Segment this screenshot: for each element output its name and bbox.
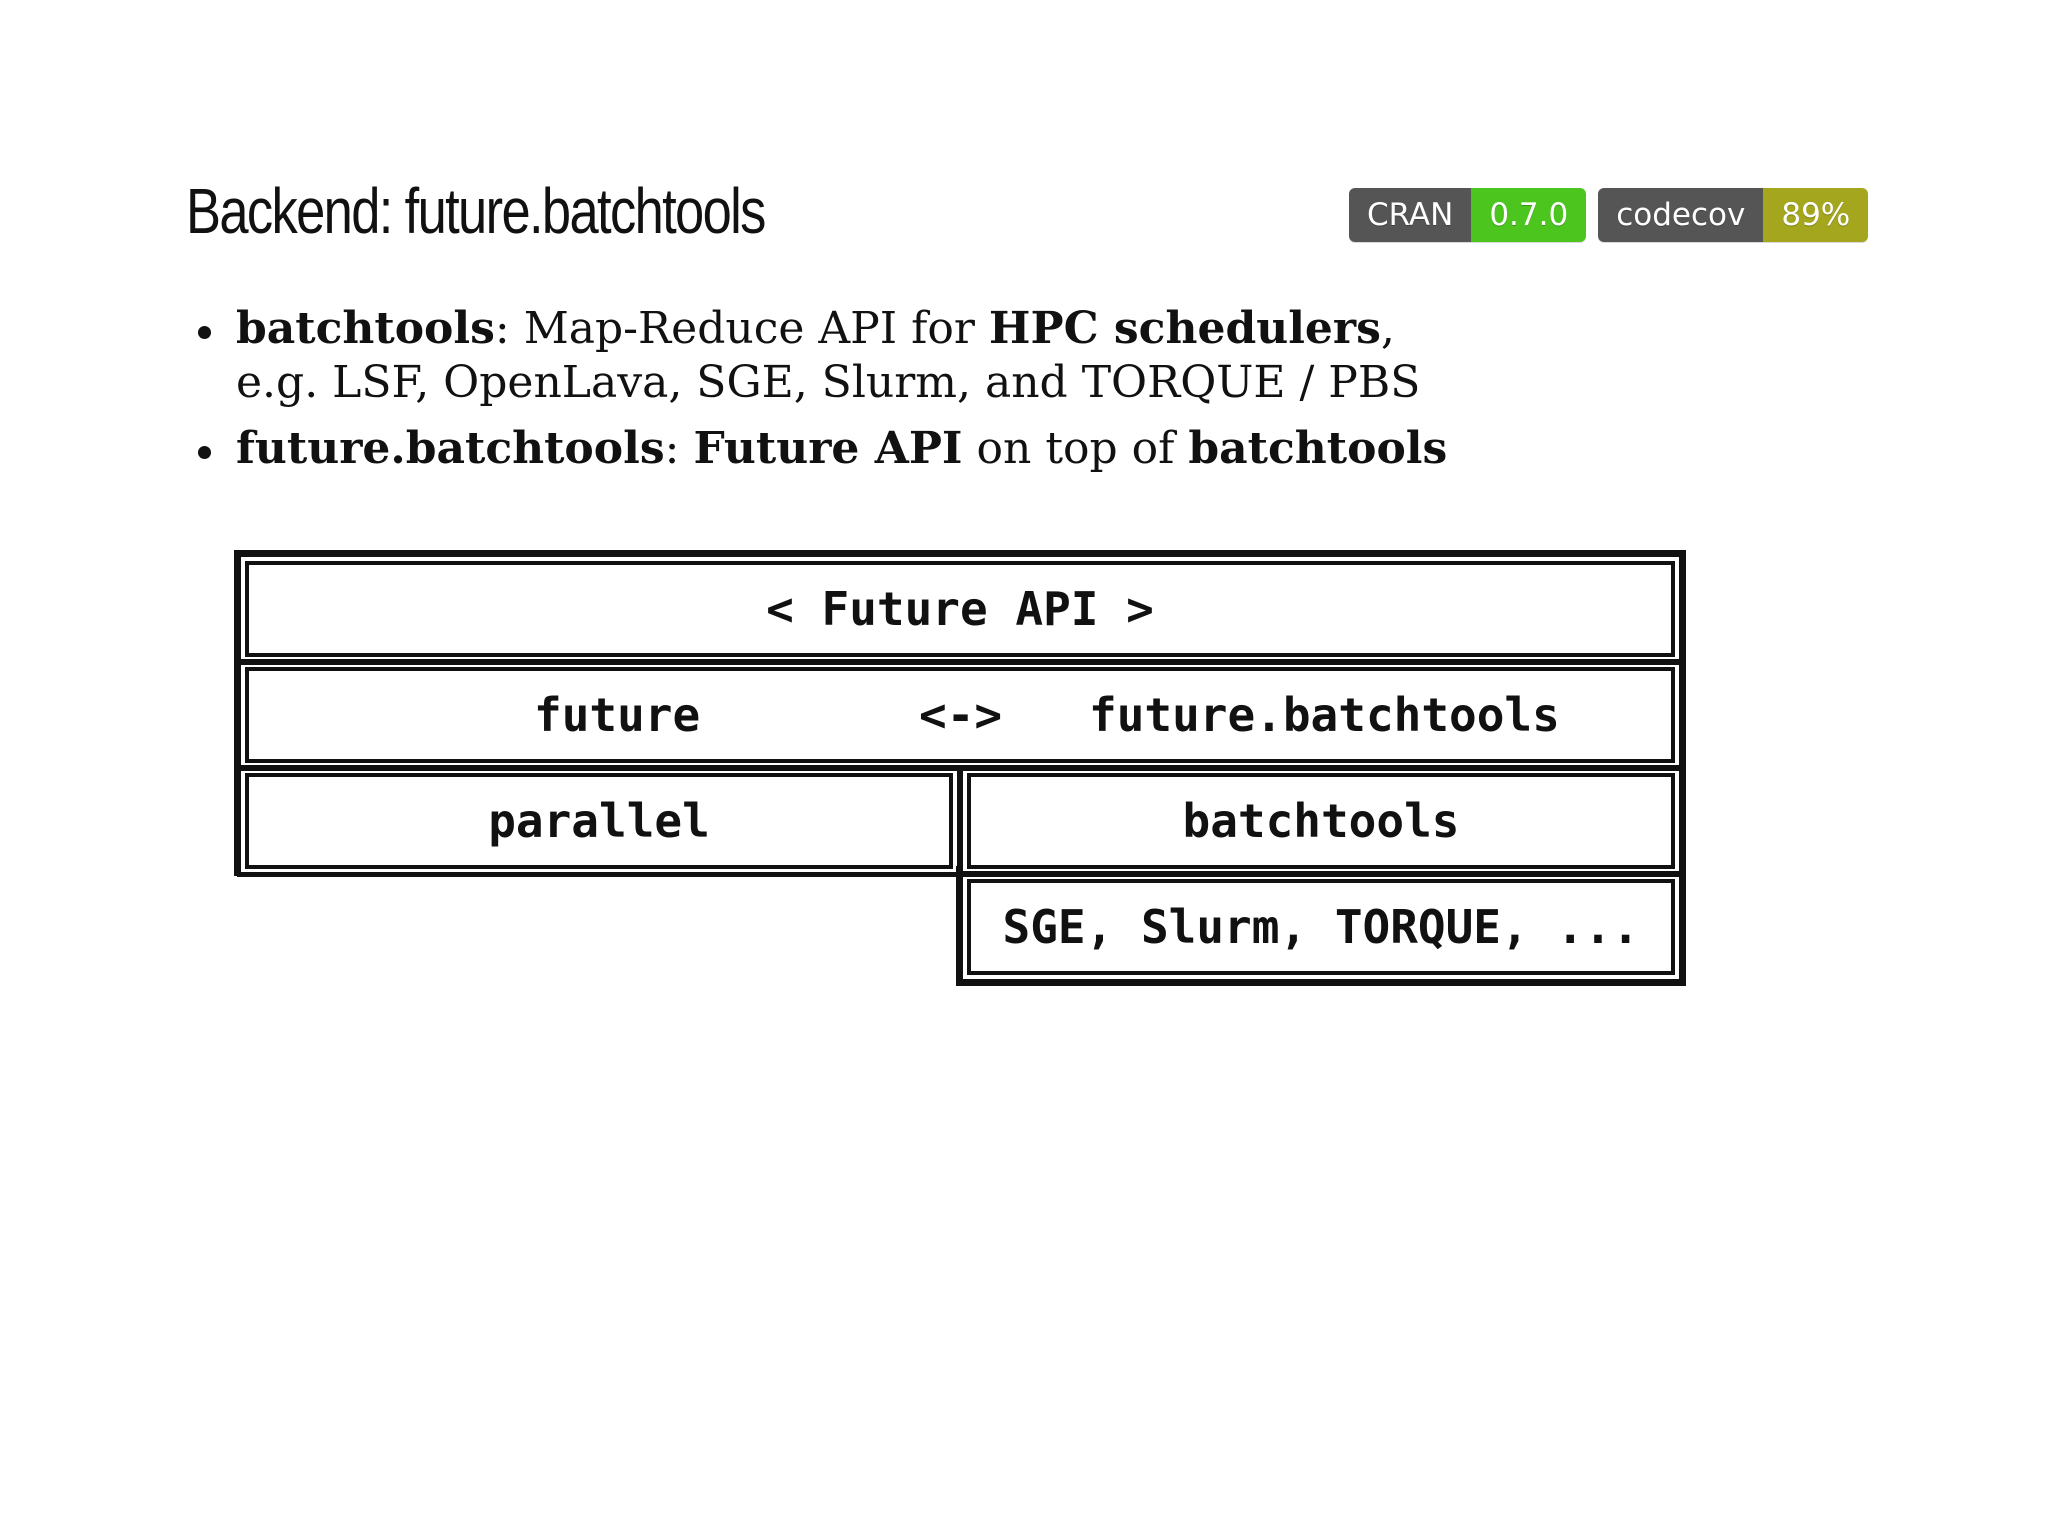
arrow-label: <-> bbox=[919, 688, 1003, 742]
bullet-text: : bbox=[664, 423, 694, 474]
bullet-future-batchtools bbox=[186, 422, 1447, 476]
bullet-text: on top of bbox=[962, 423, 1189, 474]
parallel-label: parallel bbox=[488, 794, 710, 848]
future-api-label: < Future API > bbox=[766, 582, 1154, 636]
bullet-term: future.batchtools bbox=[236, 423, 665, 474]
future-api-box bbox=[245, 561, 1675, 657]
badges bbox=[1349, 188, 1868, 242]
batchtools-label: batchtools bbox=[1182, 794, 1460, 848]
schedulers-box bbox=[967, 879, 1675, 975]
bullet-term: batchtools bbox=[236, 303, 495, 354]
diagram-outer-frame-top bbox=[234, 550, 1686, 876]
bullet-dot bbox=[198, 446, 211, 459]
bullet-text-line2: e.g. LSF, OpenLava, SGE, Slurm, and TORQUE / PBS bbox=[236, 357, 1421, 408]
slide-title: Backend: future.batchtools bbox=[186, 175, 765, 247]
bullet-term: batchtools bbox=[1188, 423, 1448, 474]
schedulers-label: SGE, Slurm, TORQUE, ... bbox=[1002, 900, 1640, 954]
parallel-box bbox=[245, 773, 953, 869]
bullet-text: , bbox=[1380, 303, 1395, 354]
future-label: future bbox=[534, 688, 701, 742]
bullet-text: : Map-Reduce API for bbox=[494, 303, 989, 354]
cran-badge-value: 0.7.0 bbox=[1471, 188, 1586, 242]
future-row-box bbox=[245, 667, 1675, 763]
bullet-batchtools bbox=[186, 302, 1447, 410]
batchtools-box bbox=[967, 773, 1675, 869]
bullet-dot bbox=[198, 326, 211, 339]
bullet-list bbox=[186, 302, 1447, 488]
future-batchtools-label: future.batchtools bbox=[1089, 688, 1560, 742]
cran-badge[interactable] bbox=[1349, 188, 1586, 242]
codecov-badge[interactable] bbox=[1598, 188, 1868, 242]
bullet-term: HPC schedulers bbox=[988, 303, 1381, 354]
codecov-badge-label: codecov bbox=[1598, 188, 1763, 242]
bullet-term: Future API bbox=[693, 423, 963, 474]
cran-badge-label: CRAN bbox=[1349, 188, 1471, 242]
codecov-badge-value: 89% bbox=[1763, 188, 1868, 242]
diagram-outer-frame-bottom bbox=[956, 866, 1686, 986]
